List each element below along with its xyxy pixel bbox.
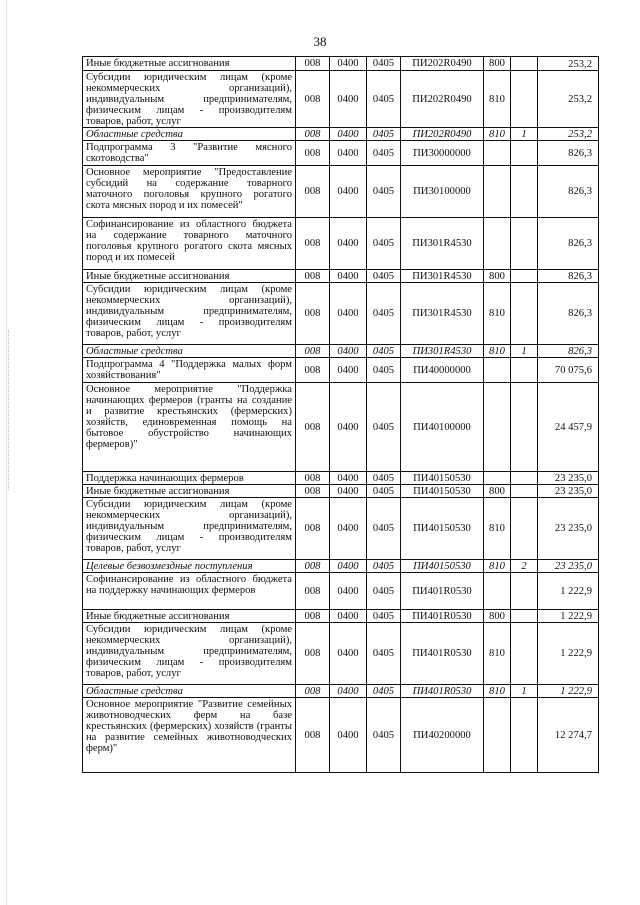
ministry-code: 008 (296, 383, 330, 472)
budget-item-name: Областные средства (83, 128, 296, 141)
amount: 24 457,9 (538, 383, 599, 472)
target-article-code: ПИ401R0530 (401, 610, 484, 623)
amount: 1 222,9 (538, 623, 599, 685)
budget-item-name: Субсидии юридическим лицам (кроме некоммерческих организаций), индивидуальным предпринимателям, физическим лицам - производителям товаров, работ, услуг (83, 623, 296, 685)
subsection-code: 0405 (367, 283, 401, 345)
funding-source-code (511, 573, 538, 610)
ministry-code: 008 (296, 166, 330, 218)
subsection-code: 0405 (367, 698, 401, 773)
funding-source-code: 1 (511, 345, 538, 358)
amount: 253,2 (538, 71, 599, 128)
budget-item-name: Подпрограмма 4 "Поддержка малых форм хозяйствования" (83, 358, 296, 383)
table-row (83, 270, 599, 283)
amount: 23 235,0 (538, 560, 599, 573)
subsection-code: 0405 (367, 685, 401, 698)
subsection-code: 0405 (367, 573, 401, 610)
subsection-code: 0405 (367, 498, 401, 560)
budget-item-name: Софинансирование из областного бюджета на содержание товарного маточного поголовья крупного рогатого скота мясных пород и их помесей (83, 218, 296, 270)
expense-type-code: 810 (484, 623, 511, 685)
budget-item-name: Иные бюджетные ассигнования (83, 57, 296, 71)
expense-type-code: 810 (484, 71, 511, 128)
budget-table-body (83, 57, 599, 773)
page-edge-dots (8, 330, 10, 490)
section-code: 0400 (330, 485, 367, 498)
funding-source-code (511, 166, 538, 218)
table-row (83, 57, 599, 71)
budget-item-name: Целевые безвозмездные поступления (83, 560, 296, 573)
table-row (83, 485, 599, 498)
expense-type-code (484, 141, 511, 166)
expense-type-code: 810 (484, 128, 511, 141)
table-row (83, 128, 599, 141)
ministry-code: 008 (296, 141, 330, 166)
ministry-code: 008 (296, 472, 330, 485)
funding-source-code (511, 610, 538, 623)
table-row (83, 283, 599, 345)
funding-source-code (511, 498, 538, 560)
section-code: 0400 (330, 141, 367, 166)
subsection-code: 0405 (367, 383, 401, 472)
expense-type-code (484, 383, 511, 472)
amount: 23 235,0 (538, 485, 599, 498)
table-row (83, 166, 599, 218)
section-code: 0400 (330, 283, 367, 345)
table-row (83, 623, 599, 685)
expense-type-code: 810 (484, 498, 511, 560)
target-article-code: ПИ401R0530 (401, 685, 484, 698)
funding-source-code (511, 71, 538, 128)
expense-type-code (484, 166, 511, 218)
target-article-code: ПИ40000000 (401, 358, 484, 383)
target-article-code: ПИ202R0490 (401, 57, 484, 71)
section-code: 0400 (330, 358, 367, 383)
expense-type-code: 810 (484, 283, 511, 345)
expense-type-code (484, 472, 511, 485)
budget-item-name: Основное мероприятие "Предоставление субсидий на содержание товарного маточного поголовья крупного рогатого скота мясных пород и их помесей" (83, 166, 296, 218)
ministry-code: 008 (296, 610, 330, 623)
budget-item-name: Поддержка начинающих фермеров (83, 472, 296, 485)
subsection-code: 0405 (367, 610, 401, 623)
ministry-code: 008 (296, 485, 330, 498)
section-code: 0400 (330, 383, 367, 472)
budget-table (82, 56, 599, 773)
amount: 1 222,9 (538, 610, 599, 623)
table-row (83, 383, 599, 472)
ministry-code: 008 (296, 623, 330, 685)
section-code: 0400 (330, 685, 367, 698)
subsection-code: 0405 (367, 623, 401, 685)
funding-source-code: 1 (511, 685, 538, 698)
amount: 826,3 (538, 345, 599, 358)
amount: 23 235,0 (538, 472, 599, 485)
budget-item-name: Субсидии юридическим лицам (кроме некоммерческих организаций), индивидуальным предпринимателям, физическим лицам - производителям товаров, работ, услуг (83, 283, 296, 345)
expense-type-code: 800 (484, 270, 511, 283)
amount: 826,3 (538, 283, 599, 345)
expense-type-code: 800 (484, 57, 511, 71)
table-row (83, 345, 599, 358)
section-code: 0400 (330, 623, 367, 685)
section-code: 0400 (330, 166, 367, 218)
target-article-code: ПИ301R4530 (401, 345, 484, 358)
budget-item-name: Областные средства (83, 685, 296, 698)
funding-source-code (511, 218, 538, 270)
section-code: 0400 (330, 71, 367, 128)
ministry-code: 008 (296, 498, 330, 560)
table-row (83, 358, 599, 383)
target-article-code: ПИ401R0530 (401, 573, 484, 610)
target-article-code: ПИ40150530 (401, 498, 484, 560)
section-code: 0400 (330, 218, 367, 270)
expense-type-code (484, 358, 511, 383)
expense-type-code: 810 (484, 685, 511, 698)
ministry-code: 008 (296, 218, 330, 270)
expense-type-code (484, 573, 511, 610)
table-row (83, 141, 599, 166)
subsection-code: 0405 (367, 128, 401, 141)
section-code: 0400 (330, 345, 367, 358)
target-article-code: ПИ40150530 (401, 472, 484, 485)
section-code: 0400 (330, 57, 367, 71)
target-article-code: ПИ30100000 (401, 166, 484, 218)
amount: 70 075,6 (538, 358, 599, 383)
funding-source-code (511, 283, 538, 345)
expense-type-code: 800 (484, 610, 511, 623)
budget-item-name: Областные средства (83, 345, 296, 358)
table-row (83, 573, 599, 610)
budget-item-name: Подпрограмма 3 "Развитие мясного скотоводства" (83, 141, 296, 166)
target-article-code: ПИ202R0490 (401, 128, 484, 141)
ministry-code: 008 (296, 128, 330, 141)
budget-item-name: Субсидии юридическим лицам (кроме некоммерческих организаций), индивидуальным предпринимателям, физическим лицам - производителям товаров, работ, услуг (83, 71, 296, 128)
page-edge-line (6, 0, 7, 905)
subsection-code: 0405 (367, 345, 401, 358)
funding-source-code: 2 (511, 560, 538, 573)
target-article-code: ПИ40150530 (401, 485, 484, 498)
amount: 826,3 (538, 270, 599, 283)
funding-source-code (511, 485, 538, 498)
funding-source-code (511, 141, 538, 166)
target-article-code: ПИ301R4530 (401, 270, 484, 283)
section-code: 0400 (330, 498, 367, 560)
amount: 253,2 (538, 57, 599, 71)
ministry-code: 008 (296, 283, 330, 345)
section-code: 0400 (330, 270, 367, 283)
budget-item-name: Основное мероприятие "Поддержка начинающих фермеров (гранты на создание и развитие крестьянских (фермерских) хозяйств, единовременная помощь на бытовое обустройство начинающих фермеров)" (83, 383, 296, 472)
target-article-code: ПИ40100000 (401, 383, 484, 472)
ministry-code: 008 (296, 560, 330, 573)
ministry-code: 008 (296, 358, 330, 383)
expense-type-code: 810 (484, 345, 511, 358)
subsection-code: 0405 (367, 166, 401, 218)
table-row (83, 560, 599, 573)
target-article-code: ПИ202R0490 (401, 71, 484, 128)
section-code: 0400 (330, 610, 367, 623)
section-code: 0400 (330, 560, 367, 573)
ministry-code: 008 (296, 573, 330, 610)
budget-item-name: Иные бюджетные ассигнования (83, 270, 296, 283)
target-article-code: ПИ40150530 (401, 560, 484, 573)
subsection-code: 0405 (367, 141, 401, 166)
section-code: 0400 (330, 573, 367, 610)
amount: 253,2 (538, 128, 599, 141)
funding-source-code (511, 472, 538, 485)
page-number: 38 (313, 34, 327, 49)
amount: 826,3 (538, 218, 599, 270)
budget-item-name: Иные бюджетные ассигнования (83, 485, 296, 498)
subsection-code: 0405 (367, 71, 401, 128)
ministry-code: 008 (296, 71, 330, 128)
expense-type-code: 810 (484, 560, 511, 573)
budget-item-name: Субсидии юридическим лицам (кроме некоммерческих организаций), индивидуальным предпринимателям, физическим лицам - производителям товаров, работ, услуг (83, 498, 296, 560)
ministry-code: 008 (296, 345, 330, 358)
subsection-code: 0405 (367, 57, 401, 71)
budget-item-name: Софинансирование из областного бюджета на поддержку начинающих фермеров (83, 573, 296, 610)
table-row (83, 698, 599, 773)
ministry-code: 008 (296, 685, 330, 698)
funding-source-code (511, 698, 538, 773)
expense-type-code: 800 (484, 485, 511, 498)
table-row (83, 71, 599, 128)
budget-item-name: Основное мероприятие "Развитие семейных животноводческих ферм на базе крестьянских (фермерских) хозяйств (гранты на развитие семейных животноводческих ферм)" (83, 698, 296, 773)
ministry-code: 008 (296, 698, 330, 773)
section-code: 0400 (330, 472, 367, 485)
table-row (83, 218, 599, 270)
funding-source-code (511, 57, 538, 71)
section-code: 0400 (330, 698, 367, 773)
funding-source-code: 1 (511, 128, 538, 141)
ministry-code: 008 (296, 57, 330, 71)
amount: 23 235,0 (538, 498, 599, 560)
subsection-code: 0405 (367, 358, 401, 383)
amount: 1 222,9 (538, 573, 599, 610)
subsection-code: 0405 (367, 472, 401, 485)
budget-item-name: Иные бюджетные ассигнования (83, 610, 296, 623)
ministry-code: 008 (296, 270, 330, 283)
amount: 826,3 (538, 141, 599, 166)
target-article-code: ПИ30000000 (401, 141, 484, 166)
target-article-code: ПИ401R0530 (401, 623, 484, 685)
funding-source-code (511, 270, 538, 283)
funding-source-code (511, 358, 538, 383)
target-article-code: ПИ40200000 (401, 698, 484, 773)
table-row (83, 472, 599, 485)
funding-source-code (511, 623, 538, 685)
expense-type-code (484, 218, 511, 270)
subsection-code: 0405 (367, 560, 401, 573)
amount: 1 222,9 (538, 685, 599, 698)
amount: 12 274,7 (538, 698, 599, 773)
amount: 826,3 (538, 166, 599, 218)
target-article-code: ПИ301R4530 (401, 218, 484, 270)
subsection-code: 0405 (367, 270, 401, 283)
funding-source-code (511, 383, 538, 472)
section-code: 0400 (330, 128, 367, 141)
target-article-code: ПИ301R4530 (401, 283, 484, 345)
table-row (83, 498, 599, 560)
subsection-code: 0405 (367, 218, 401, 270)
table-row (83, 685, 599, 698)
table-row (83, 610, 599, 623)
subsection-code: 0405 (367, 485, 401, 498)
expense-type-code (484, 698, 511, 773)
